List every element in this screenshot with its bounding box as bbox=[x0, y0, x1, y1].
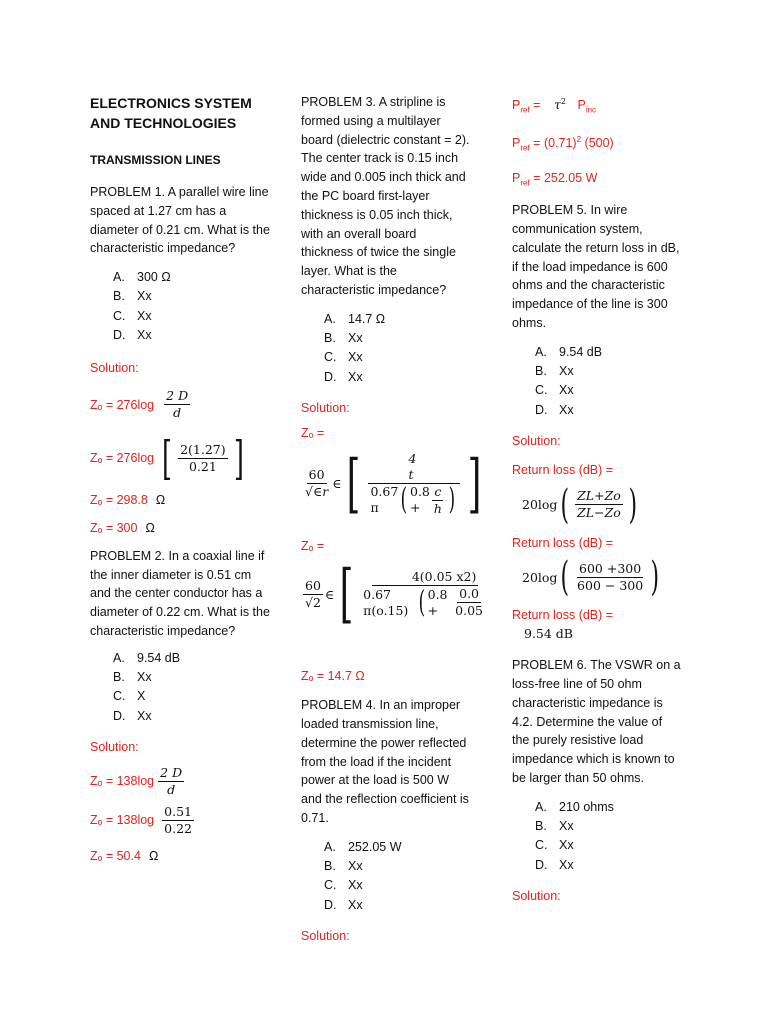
column-1 bbox=[90, 93, 270, 866]
option: A. 252.05 W bbox=[324, 839, 402, 854]
return-loss-label-1: Return loss (dB) = bbox=[512, 462, 614, 477]
fraction: $\frac{0.0}{0.05}$ bbox=[455, 586, 483, 619]
column-3 bbox=[512, 93, 682, 906]
fraction: $\frac{2(1.27)}{0.21}$ bbox=[180, 441, 226, 474]
doc-title: ELECTRONICS SYSTEM AND TECHNOLOGIES bbox=[90, 95, 252, 131]
fraction: 4 t 0.67 π ( 0.8 + $\frac{c}{h}$ ) bbox=[368, 451, 459, 517]
problem-1-eq-2: Zₒ = 276log [ $\frac{2(1.27)}{0.21}$ ] bbox=[90, 431, 244, 486]
problem-1-result-2: Zₒ = 300 Ω bbox=[90, 520, 155, 535]
option: B. Xx bbox=[535, 819, 574, 834]
problem-3-options bbox=[301, 310, 471, 387]
problem-5-options bbox=[512, 343, 682, 420]
problem-3-eq-1: $\frac{60}{√\in r}$ ∈ [ 4 t 0.67 π ( 0.8 + $\frac{c}{h}$ ) ] bbox=[305, 446, 482, 521]
fraction: $\frac{60}{√\in r}$ bbox=[305, 467, 329, 500]
pref-eq-3: $P_{ref} = 252.05$ W bbox=[512, 170, 598, 188]
problem-3-solution-label: Solution: bbox=[301, 400, 350, 415]
option: A. 9.54 dB bbox=[535, 344, 603, 359]
problem-2-text: PROBLEM 2. In a coaxial line if the inner diameter is 0.51 cm and the center conductor has a diameter of 0.22 cm. What is the characteristic impedance? bbox=[90, 548, 270, 638]
fraction: $\frac{2 D}{d}$ bbox=[160, 764, 183, 797]
return-loss-eq-2: 20log ( $\frac{600 +300}{600 - 300}$ ) bbox=[522, 554, 660, 601]
problem-4-solution-label: Solution: bbox=[301, 928, 350, 943]
option: D. Xx bbox=[324, 897, 363, 912]
option: D. Xx bbox=[113, 708, 152, 723]
problem-1-options bbox=[90, 268, 270, 345]
fraction: $\frac{60}{√2}$ bbox=[305, 577, 321, 610]
pref-eq-2: $P_{ref} = (0.71)^2$ (500) bbox=[512, 135, 614, 154]
problem-6-text: PROBLEM 6. The VSWR on a loss-free line of 50 ohm characteristic impedance is 4.2. Determine the value of the purely resistive load impedance which is known to be larger than 50 ohms. bbox=[512, 658, 681, 785]
problem-2-solution-label: Solution: bbox=[90, 739, 139, 754]
option: C. Xx bbox=[324, 350, 363, 365]
problem-2-eq-1: Zₒ = 138log $\frac{2 D}{d}$ bbox=[90, 764, 183, 797]
option: B. Xx bbox=[113, 670, 152, 685]
problem-1-text: PROBLEM 1. A parallel wire line spaced at 1.27 cm has a diameter of 0.21 cm. What is the characteristic impedance? bbox=[90, 185, 270, 256]
option: C. Xx bbox=[324, 878, 363, 893]
fraction: $\frac{600 +300}{600 - 300}$ bbox=[577, 560, 644, 593]
option: D. Xx bbox=[113, 328, 152, 343]
option: A. 300 Ω bbox=[113, 270, 171, 285]
option: C. Xx bbox=[535, 838, 574, 853]
return-loss-result: 9.54 dB bbox=[524, 626, 573, 642]
problem-1-solution-label: Solution: bbox=[90, 361, 139, 376]
problem-3-result: Zₒ = 14.7 Ω bbox=[301, 669, 365, 684]
problem-4-options bbox=[301, 838, 471, 915]
return-loss-label-3: Return loss (dB) = bbox=[512, 608, 614, 623]
problem-3-zo-label-2: Zₒ = bbox=[301, 538, 325, 553]
option: B. Xx bbox=[324, 859, 363, 874]
option: C. Xx bbox=[113, 308, 152, 323]
return-loss-label-2: Return loss (dB) = bbox=[512, 535, 614, 550]
problem-3-text: PROBLEM 3. A stripline is formed using a multilayer board (dielectric constant = 2). The center track is 0.15 inch wide and 0.005 inch thick and the PC board first-layer thickness is 0.05 inch thick, with an overall board thickness of twice the single layer. What is the characteristic impedance? bbox=[301, 95, 470, 297]
problem-2-eq-2: Zₒ = 138log $\frac{0.51}{0.22}$ bbox=[90, 803, 192, 836]
option: A. 210 ohms bbox=[535, 799, 614, 814]
fraction: $\frac{ZL+Zo}{ZL-Zo}$ bbox=[577, 488, 621, 521]
return-loss-eq-1: 20log ( $\frac{ZL+Zo}{ZL-Zo}$ ) bbox=[522, 481, 637, 528]
fraction: $\frac{c}{h}$ bbox=[433, 483, 442, 516]
problem-6-options bbox=[512, 798, 682, 875]
problem-6-solution-label: Solution: bbox=[512, 888, 561, 903]
fraction: 4(0.05 x2) 0.67 π(o.15) ( 0.8 + $\frac{0.0}{0.05}$ bbox=[363, 569, 483, 620]
pref-eq-1: $P_{ref} = \tau^2$ $P_{inc}$ bbox=[512, 97, 597, 115]
option: B. Xx bbox=[324, 331, 363, 346]
problem-2-options bbox=[90, 649, 270, 726]
option: A. 14.7 Ω bbox=[324, 311, 386, 326]
problem-3-zo-label-1: Zₒ = bbox=[301, 425, 325, 440]
problem-5-text: PROBLEM 5. In wire communication system, calculate the return loss in dB, if the load impedance is 600 ohms and the characteristic impedance of the line is 300 ohms. bbox=[512, 203, 680, 330]
problem-2-result: Zₒ = 50.4 Ω bbox=[90, 848, 159, 863]
problem-1-result-1: Zₒ = 298.8 Ω bbox=[90, 493, 166, 508]
column-2 bbox=[301, 93, 483, 946]
fraction: $\frac{2 D}{d}$ bbox=[166, 388, 189, 421]
problem-5-solution-label: Solution: bbox=[512, 433, 561, 448]
section-title: TRANSMISSION LINES bbox=[90, 153, 221, 167]
problem-1-eq-1: Zₒ = 276log $\frac{2 D}{d}$ bbox=[90, 388, 189, 421]
option: A. 9.54 dB bbox=[113, 650, 181, 665]
fraction: $\frac{0.51}{0.22}$ bbox=[164, 803, 192, 836]
problem-3-eq-2: $\frac{60}{√2}$ ∈ [ 4(0.05 x2) 0.67 π(o.15) ( 0.8 + $\frac{0.0}{0.05}$ bbox=[301, 557, 491, 631]
option: D. Xx bbox=[324, 369, 363, 384]
option: B. Xx bbox=[535, 364, 574, 379]
option: B. Xx bbox=[113, 289, 152, 304]
problem-4-text: PROBLEM 4. In an improper loaded transmission line, determine the power reflected from the load if the incident power at the load is 500 W and the reflection coefficient is 0.71. bbox=[301, 698, 469, 825]
option: C. Xx bbox=[535, 383, 574, 398]
option: D. Xx bbox=[535, 402, 574, 417]
option: D. Xx bbox=[535, 857, 574, 872]
option: C. X bbox=[113, 689, 146, 704]
